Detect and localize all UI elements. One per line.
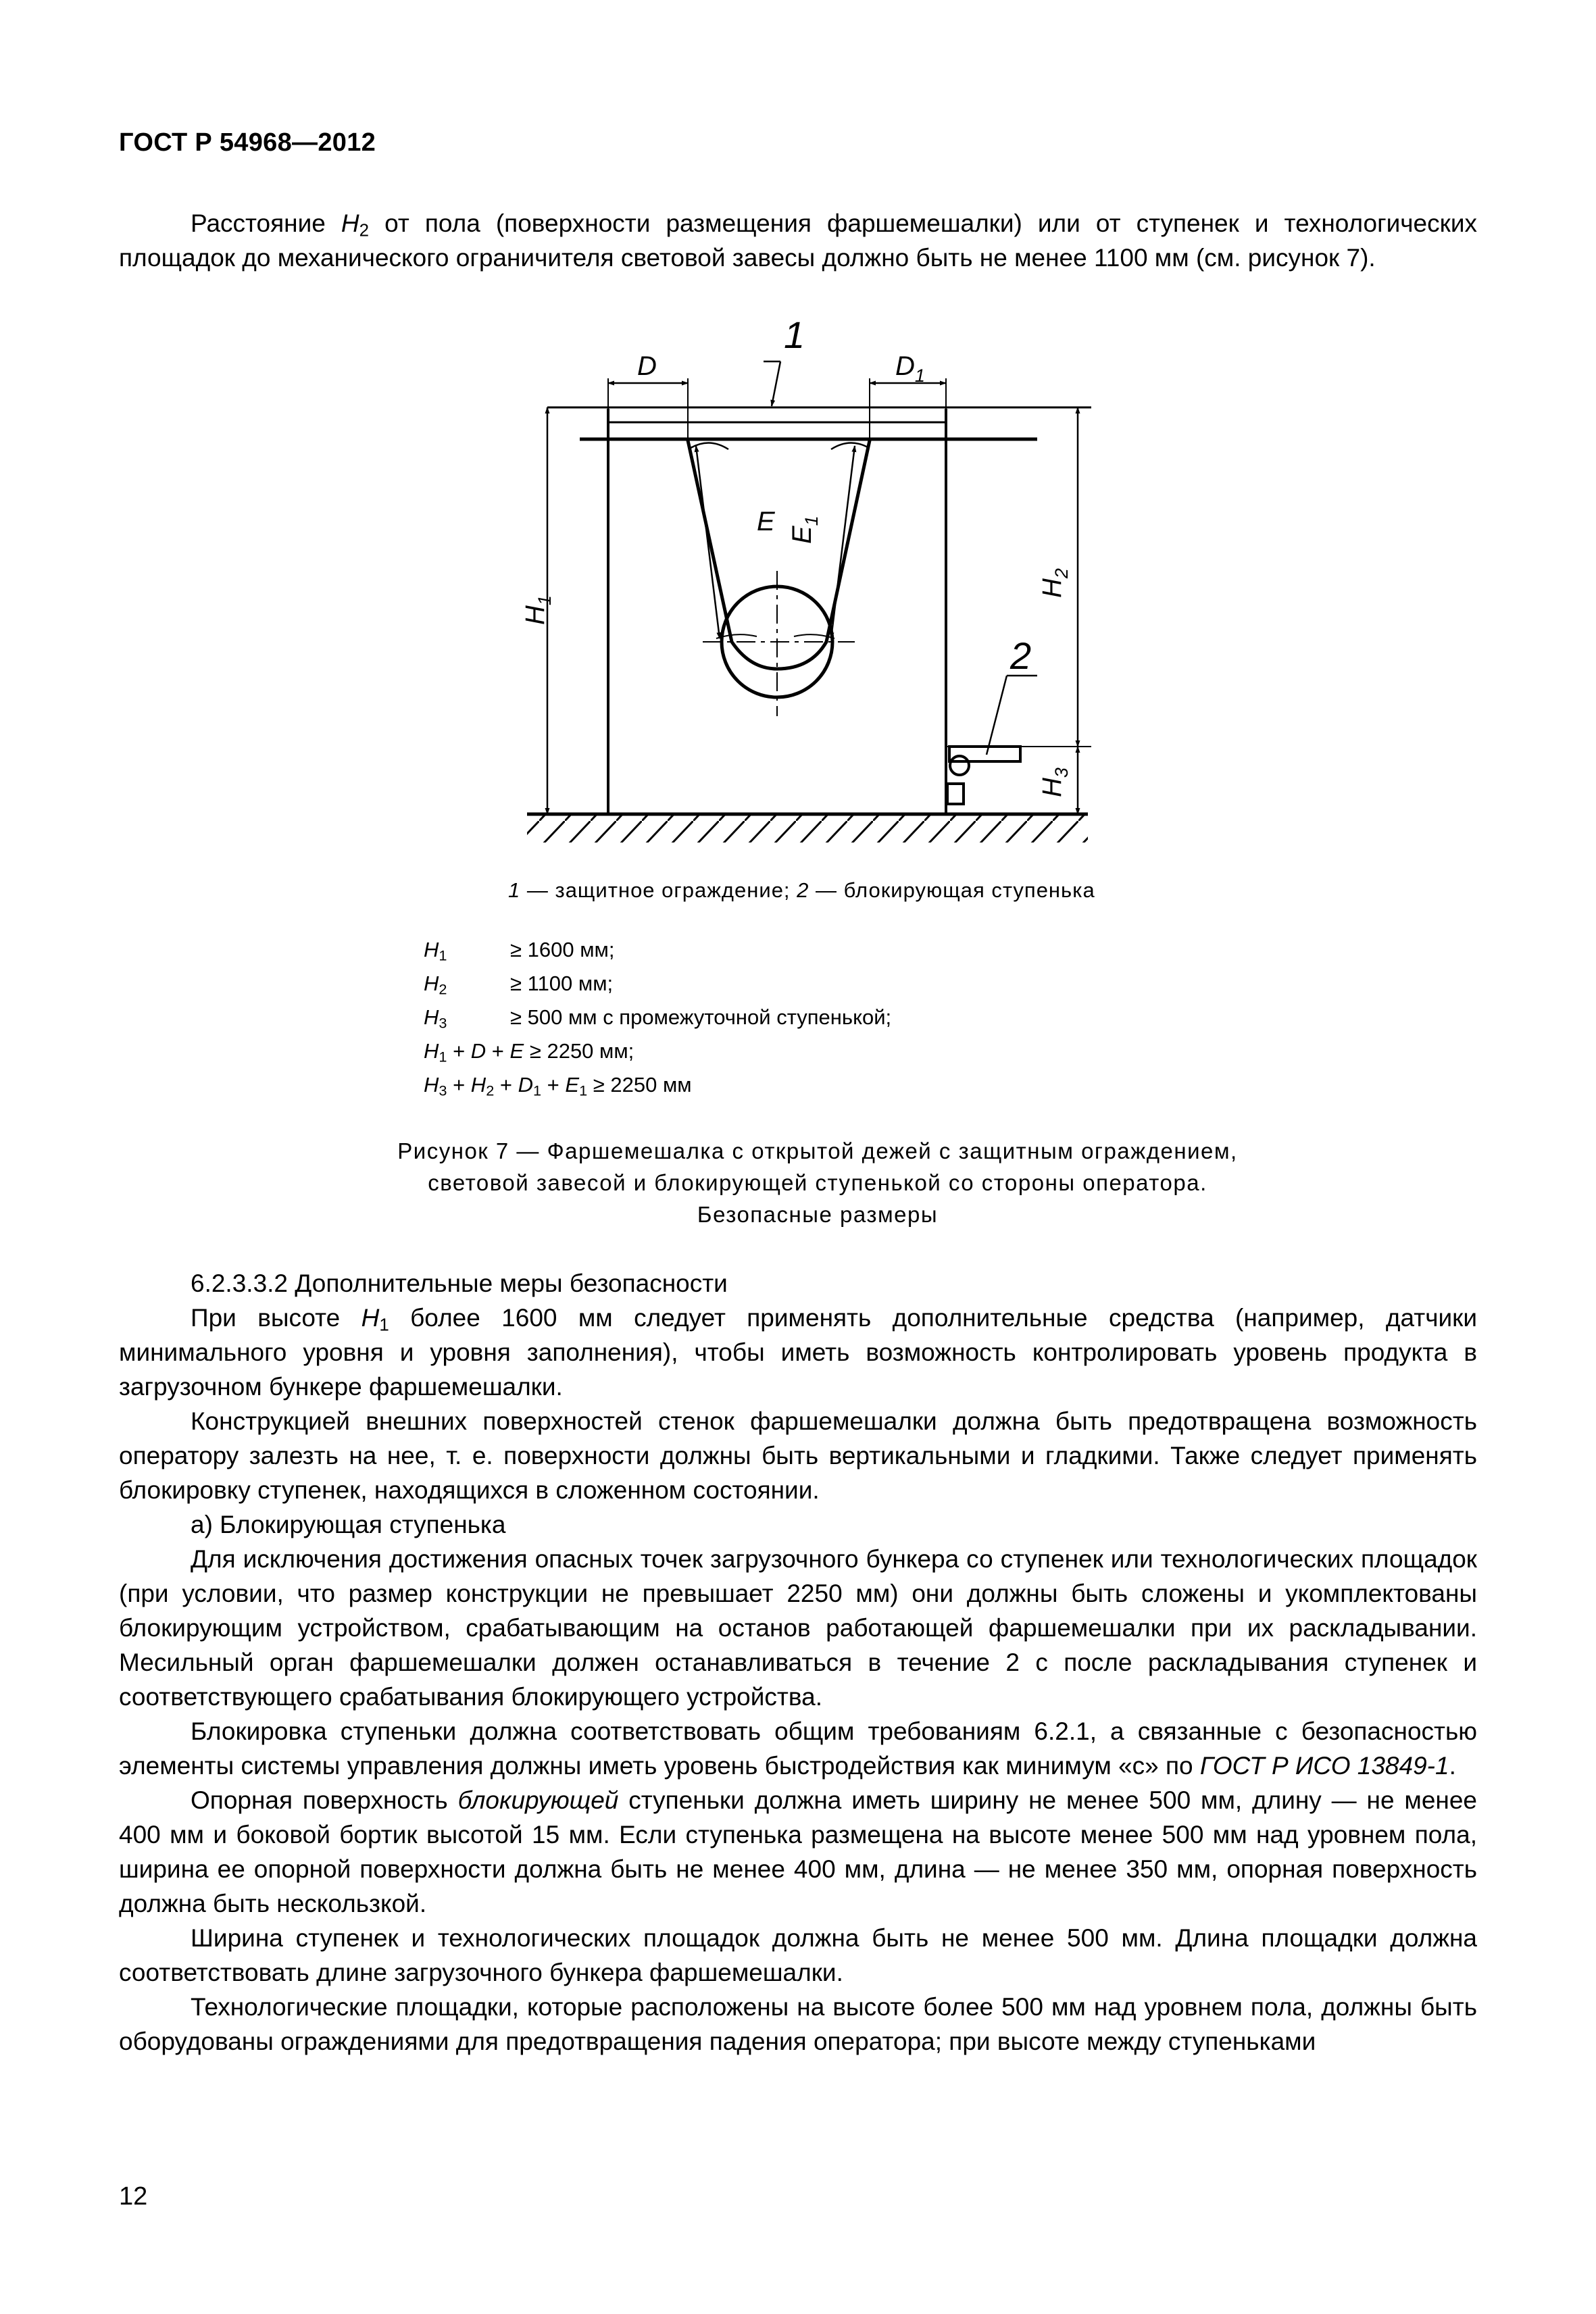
paragraph-2: Конструкцией внешних поверхностей стенок фаршемешалки должна быть предотвращена возможность оператору залезть на нее, т. е. поверхности должны быть вертикальными и гладкими. Также следует применять блокировку ступенек, находящихся в сложенном состоянии. [119, 1407, 1477, 1504]
callout-2: 2 [1010, 634, 1032, 677]
leader-1 [772, 361, 780, 406]
caption-line-1: Рисунок 7 — Фаршемешалка с открытой дежей с защитным ограждением, [397, 1138, 1238, 1163]
label-D: D [637, 351, 657, 381]
label-H2: $H_2$ [1037, 568, 1072, 598]
param-value-h2: ≥ 1100 мм; [510, 972, 614, 995]
standard-reference: ГОСТ Р ИСО 13849-1 [1199, 1752, 1449, 1780]
body-text [119, 1266, 1477, 2059]
paragraph-5: Блокировка ступеньки должна соответствовать общим требованиям 6.2.1, а связанные с безопасностью элементы системы управления должны иметь уровень быстродействия как минимум «с» по ГОСТ Р ИСО 13849-1. [119, 1717, 1477, 1780]
bowl-right-wall [777, 441, 870, 669]
param-value-h3: ≥ 500 мм с промежуточной ступенькой; [510, 1005, 892, 1029]
intro-text-a: Расстояние [191, 209, 341, 237]
legend-text-2: — блокирующая ступенька [809, 878, 1095, 902]
blocking-step [949, 747, 1020, 761]
figure-caption [223, 1135, 1412, 1230]
callout-1: 1 [784, 313, 805, 356]
label-E1: $E_1$ [787, 515, 822, 544]
mixer-diagram-svg [514, 307, 1122, 868]
figure-7-diagram [514, 307, 1122, 868]
paragraph-3: а) Блокирующая ступенька [191, 1511, 506, 1538]
document-header: ГОСТ Р 54968—2012 [119, 128, 376, 157]
page-number: 12 [119, 2182, 148, 2211]
paragraph-6: Опорная поверхность блокирующей ступеньки должна иметь ширину не менее 500 мм, длину — не менее 400 мм и боковой бортик высотой 15 мм. Если ступенька размещена на высоте менее 500 мм над уровнем пола, ширина ее опорной поверхности должна быть не менее 400 мм, длина — не менее 350 мм, опорная поверхность должна быть нескользкой. [119, 1786, 1477, 1917]
label-E: E [757, 507, 775, 536]
legend-text-1: — защитное ограждение; [520, 878, 797, 902]
step-lock [947, 784, 964, 804]
figure-legend [508, 878, 1095, 903]
section-title: 6.2.3.3.2 Дополнительные меры безопасности [191, 1269, 728, 1297]
label-H3: $H_3$ [1037, 768, 1072, 797]
caption-line-3: Безопасные размеры [697, 1202, 939, 1227]
intro-text-b: от пола (поверхности размещения фаршемешалки) или от ступенек и технологических площадок до механического ограничителя световой завесы должно быть не менее 1100 мм (см. рисунок 7). [119, 209, 1477, 272]
label-D1: $D_1$ [895, 351, 925, 386]
intro-paragraph [119, 206, 1477, 275]
paragraph-7: Ширина ступенек и технологических площадок должна быть не менее 500 мм. Длина площадки должна соответствовать длине загрузочного бункера фаршемешалки. [119, 1924, 1477, 1986]
intro-var: H [341, 209, 359, 237]
caption-line-2: световой завесой и блокирующей ступенькой со стороны оператора. [428, 1170, 1207, 1195]
legend-num-2: 2 [797, 878, 809, 902]
param-value-h1: ≥ 1600 мм; [510, 938, 615, 961]
legend-num-1: 1 [508, 878, 521, 902]
step-hinge [950, 756, 969, 775]
floor-hatch [527, 815, 1088, 842]
dimension-E [696, 446, 720, 638]
label-H1: $H_1$ [520, 595, 555, 625]
intro-sub: 2 [359, 221, 370, 241]
paragraph-8: Технологические площадки, которые расположены на высоте более 500 мм над уровнем пола, должны быть оборудованы ограждениями для предотвращения падения оператора; при высоте между ступеньками [119, 1993, 1477, 2055]
dimension-E1 [831, 446, 855, 638]
paragraph-4: Для исключения достижения опасных точек загрузочного бункера со ступенек или технологических площадок (при условии, что размер конструкции не превышает 2250 мм) они должны быть сложены и укомплектованы блокирующим устройством, срабатывающим на останов работающей фаршемешалки при их раскладывании. Месильный орган фаршемешалки должен останавливаться в течение 2 с после раскладывания ступенек и соответствующего срабатывания блокирующего устройства. [119, 1545, 1477, 1711]
paragraph-1: При высоте $H_1$ более 1600 мм следует применять дополнительные средства (например, датчики минимального уровня и уровня заполнения), чтобы иметь возможность контролировать уровень продукта в загрузочном бункере фаршемешалки. [119, 1304, 1477, 1401]
